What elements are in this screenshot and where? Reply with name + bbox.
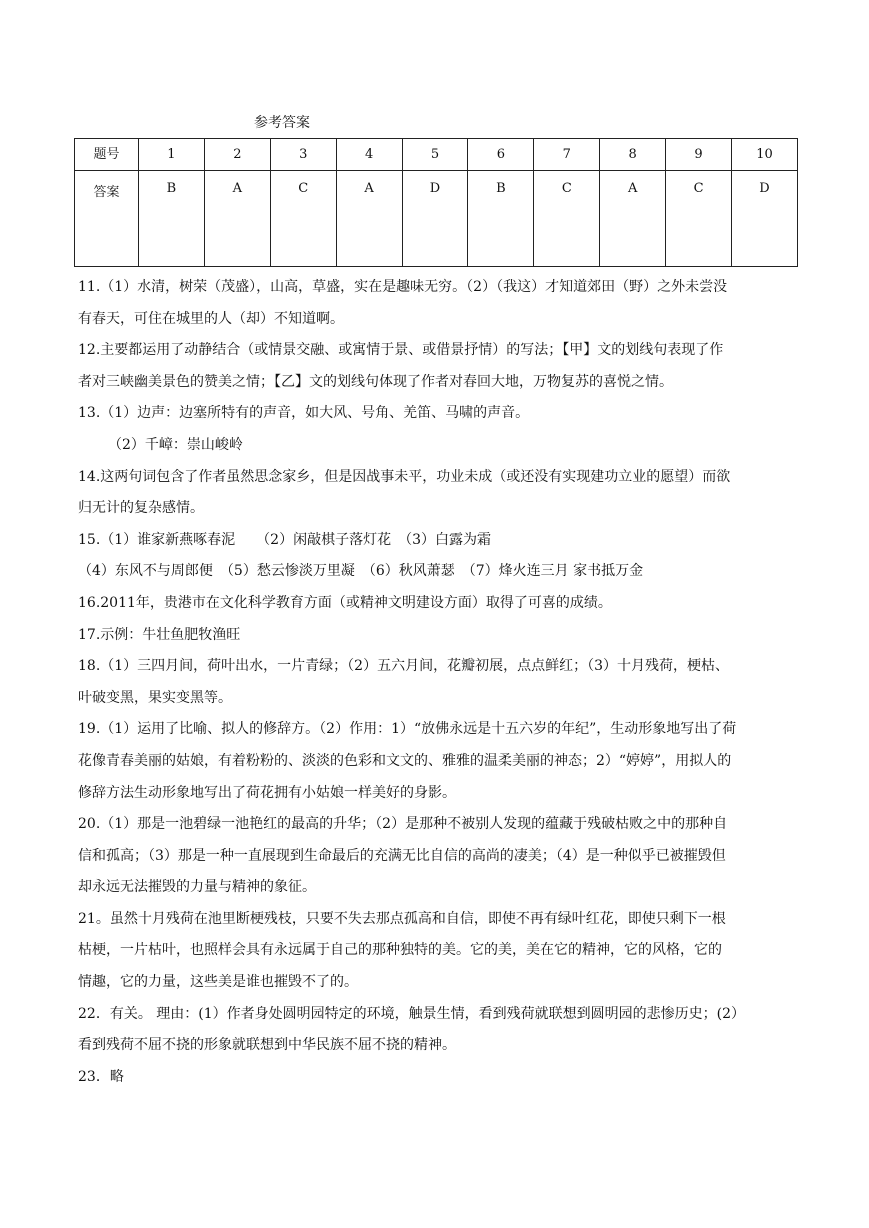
text-line: （4）东风不与周郎便 （5）愁云惨淡万里凝 （6）秋风萧瑟 （7）烽火连三月 家书抵万金: [78, 563, 644, 580]
question-number: 5: [402, 139, 468, 171]
question-number-row: [75, 139, 798, 171]
text-line: 有春天，可住在城里的人（却）不知道啊。: [78, 310, 344, 327]
text-line: 20.（1）那是一池碧绿一池艳红的最高的升华；（2）是那种不被别人发现的蕴藏于残破枯败之中的那种自: [78, 816, 728, 833]
question-number: 6: [468, 139, 534, 171]
answer-cell: A: [204, 171, 270, 267]
answer-label: 答案: [75, 171, 139, 267]
question-number: 2: [204, 139, 270, 171]
answer-cell: C: [534, 171, 600, 267]
text-line: 花像青春美丽的姑娘，有着粉粉的、淡淡的色彩和文文的、雅雅的温柔美丽的神态；2）“婷婷”，用拟人的: [78, 752, 732, 769]
text-line: 19.（1）运用了比喻、拟人的修辞方。（2）作用：1）“放佛永远是十五六岁的年纪”，生动形象地写出了荷: [78, 721, 737, 738]
text-line: 17.示例：牛壮鱼肥牧渔旺: [78, 626, 241, 643]
text-line: 信和孤高；（3）那是一种一直展现到生命最后的充满无比自信的高尚的凄美；（4）是一种似乎已被摧毁但: [78, 847, 726, 864]
question-number: 3: [270, 139, 336, 171]
text-line: 却永远无法摧毁的力量与精神的象征。: [78, 879, 316, 896]
question-number: 9: [666, 139, 732, 171]
answer-cell: C: [270, 171, 336, 267]
text-line: （2）千嶂：崇山峻岭: [108, 436, 243, 453]
text-line: 12.主要都运用了动静结合（或情景交融、或寓情于景、或借景抒情）的写法；【甲】文的划线句表现了作: [78, 342, 724, 359]
text-line: 看到残荷不屈不挠的形象就联想到中华民族不屈不挠的精神。: [78, 1037, 456, 1054]
text-line: 归无计的复杂感情。: [78, 500, 204, 517]
question-number: 1: [139, 139, 205, 171]
text-line: 者对三峡幽美景色的赞美之情；【乙】文的划线句体现了作者对春回大地，万物复苏的喜悦之情。: [78, 373, 673, 390]
text-line: 叶破变黑，果实变黑等。: [78, 689, 232, 706]
question-number: 4: [336, 139, 402, 171]
answer-table: [74, 138, 798, 267]
text-line: 21。虽然十月残荷在池里断梗残枝，只要不失去那点孤高和自信，即使不再有绿叶红花，即使只剩下一根: [78, 910, 726, 927]
answer-cell: B: [468, 171, 534, 267]
question-number: 10: [732, 139, 798, 171]
text-line: 18.（1）三四月间，荷叶出水，一片青绿；（2）五六月间，花瓣初展，点点鲜红；（3）十月残荷，梗枯、: [78, 658, 729, 675]
question-number: 8: [600, 139, 666, 171]
answer-cell: A: [600, 171, 666, 267]
text-line: 22．有关。 理由：(1）作者身处圆明园特定的环境，触景生情，看到残荷就联想到圆明园的悲惨历史；(2）: [78, 1005, 746, 1022]
text-line: 16.2011年，贵港市在文化科学教育方面（或精神文明建设方面）取得了可喜的成绩。: [78, 594, 612, 611]
text-line: 情趣，它的力量，这些美是谁也摧毁不了的。: [78, 974, 358, 991]
answer-row: [75, 171, 798, 267]
answer-cell: C: [666, 171, 732, 267]
text-line: 修辞方法生动形象地写出了荷花拥有小姑娘一样美好的身影。: [78, 784, 456, 801]
question-number: 7: [534, 139, 600, 171]
text-line: 23．略: [78, 1068, 124, 1085]
text-line: 11.（1）水清，树荣（茂盛），山高，草盛，实在是趣味无穷。（2）（我这）才知道郊田（野）之外未尝没: [78, 279, 728, 295]
answer-cell: B: [139, 171, 205, 267]
text-line: 15.（1）谁家新燕啄春泥 （2）闲敲棋子落灯花 （3）白露为霜: [78, 531, 491, 548]
text-line: 枯梗，一片枯叶，也照样会具有永远属于自己的那种独特的美。它的美，美在它的精神，它的风格，它的: [78, 942, 722, 959]
answer-explanations: [78, 272, 796, 1093]
question-number-label: 题号: [75, 139, 139, 171]
text-line: 13.（1）边声：边塞所特有的声音，如大风、号角、羌笛、马啸的声音。: [78, 405, 530, 422]
answer-cell: D: [732, 171, 798, 267]
table-caption: 参考答案: [254, 115, 310, 131]
text-line: 14.这两句词包含了作者虽然思念家乡，但是因战事未平，功业未成（或还没有实现建功立业的愿望）而欲: [78, 468, 731, 485]
answer-cell: D: [402, 171, 468, 267]
answer-cell: A: [336, 171, 402, 267]
